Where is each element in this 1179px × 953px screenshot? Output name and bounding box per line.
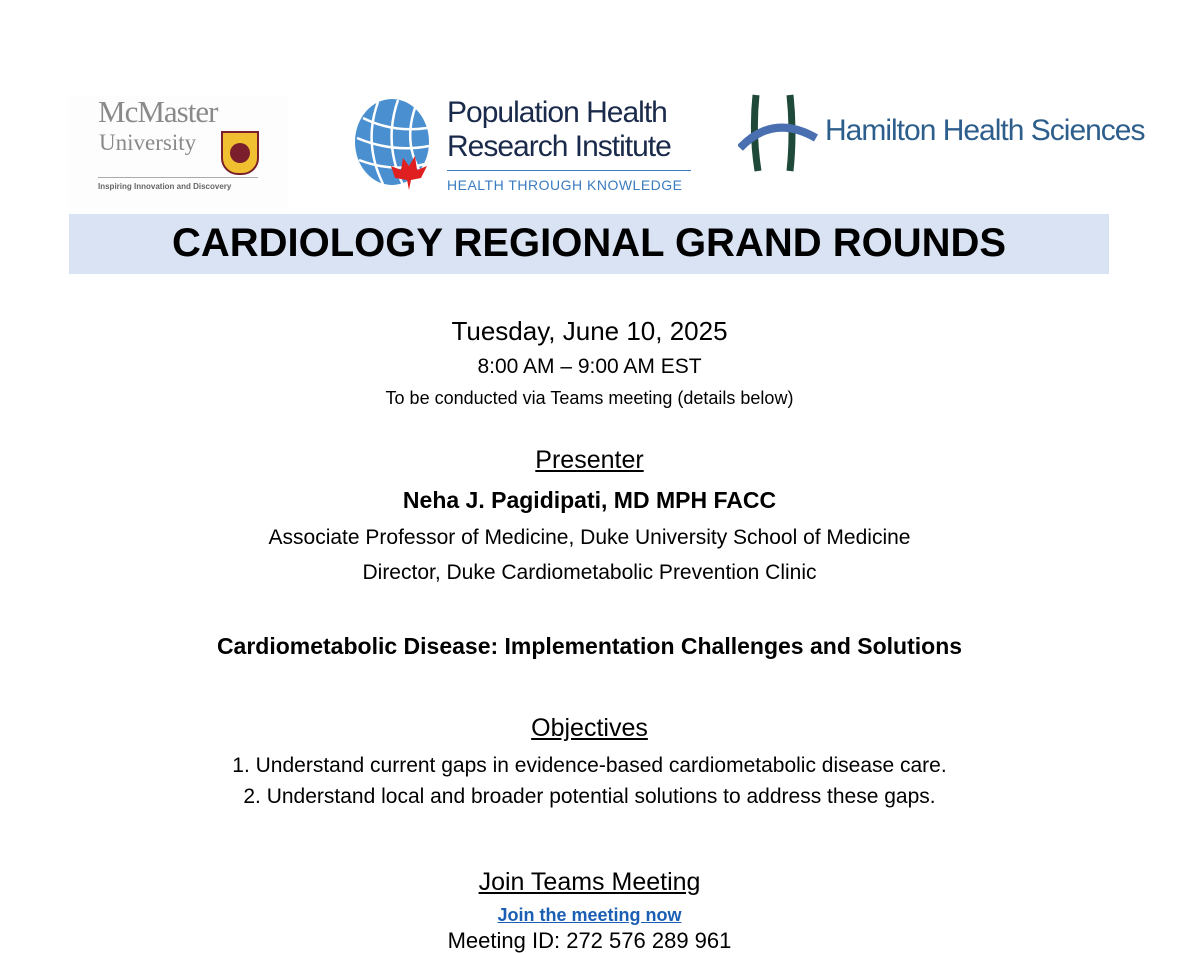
page-title: CARDIOLOGY REGIONAL GRAND ROUNDS — [171, 221, 1007, 265]
phri-line1: Population Health — [447, 96, 667, 129]
presenter-heading: Presenter — [535, 446, 644, 474]
objectives-heading: Objectives — [531, 714, 648, 742]
divider — [447, 170, 691, 171]
join-meeting-link[interactable]: Join the meeting now — [497, 905, 682, 925]
event-time: 8:00 AM – 9:00 AM EST — [477, 355, 702, 378]
hhs-logo-icon — [738, 93, 818, 173]
presenter-name: Neha J. Pagidipati, MD MPH FACC — [402, 487, 777, 513]
event-date: Tuesday, June 10, 2025 — [451, 316, 728, 346]
mcmaster-logo-subtext: University — [99, 130, 197, 155]
mcmaster-logo-text: McMaster — [98, 94, 218, 129]
objective-item: 1. Understand current gaps in evidence-based cardiometabolic disease care. — [232, 754, 947, 777]
event-format: To be conducted via Teams meeting (details below) — [385, 388, 794, 408]
objectives-list — [0, 750, 1179, 812]
presenter-role: Associate Professor of Medicine, Duke University School of Medicine — [268, 526, 911, 549]
phri-line2: Research Institute — [447, 130, 671, 163]
objective-item: 2. Understand local and broader potential solutions to address these gaps. — [243, 785, 936, 808]
teams-heading: Join Teams Meeting — [478, 868, 701, 896]
presenter-role: Director, Duke Cardiometabolic Prevention Clinic — [362, 561, 817, 584]
mcmaster-logo — [68, 95, 288, 207]
phri-logo-text — [447, 96, 671, 164]
crest-icon — [221, 131, 259, 175]
mcmaster-tagline: Inspiring Innovation and Discovery — [98, 182, 232, 191]
globe-icon — [353, 98, 431, 193]
phri-tagline: HEALTH THROUGH KNOWLEDGE — [447, 177, 683, 193]
talk-title: Cardiometabolic Disease: Implementation Challenges and Solutions — [216, 633, 963, 659]
meeting-id: Meeting ID: 272 576 289 961 — [447, 928, 732, 953]
divider — [98, 177, 258, 178]
hhs-logo-text: Hamilton Health Sciences — [825, 114, 1145, 147]
